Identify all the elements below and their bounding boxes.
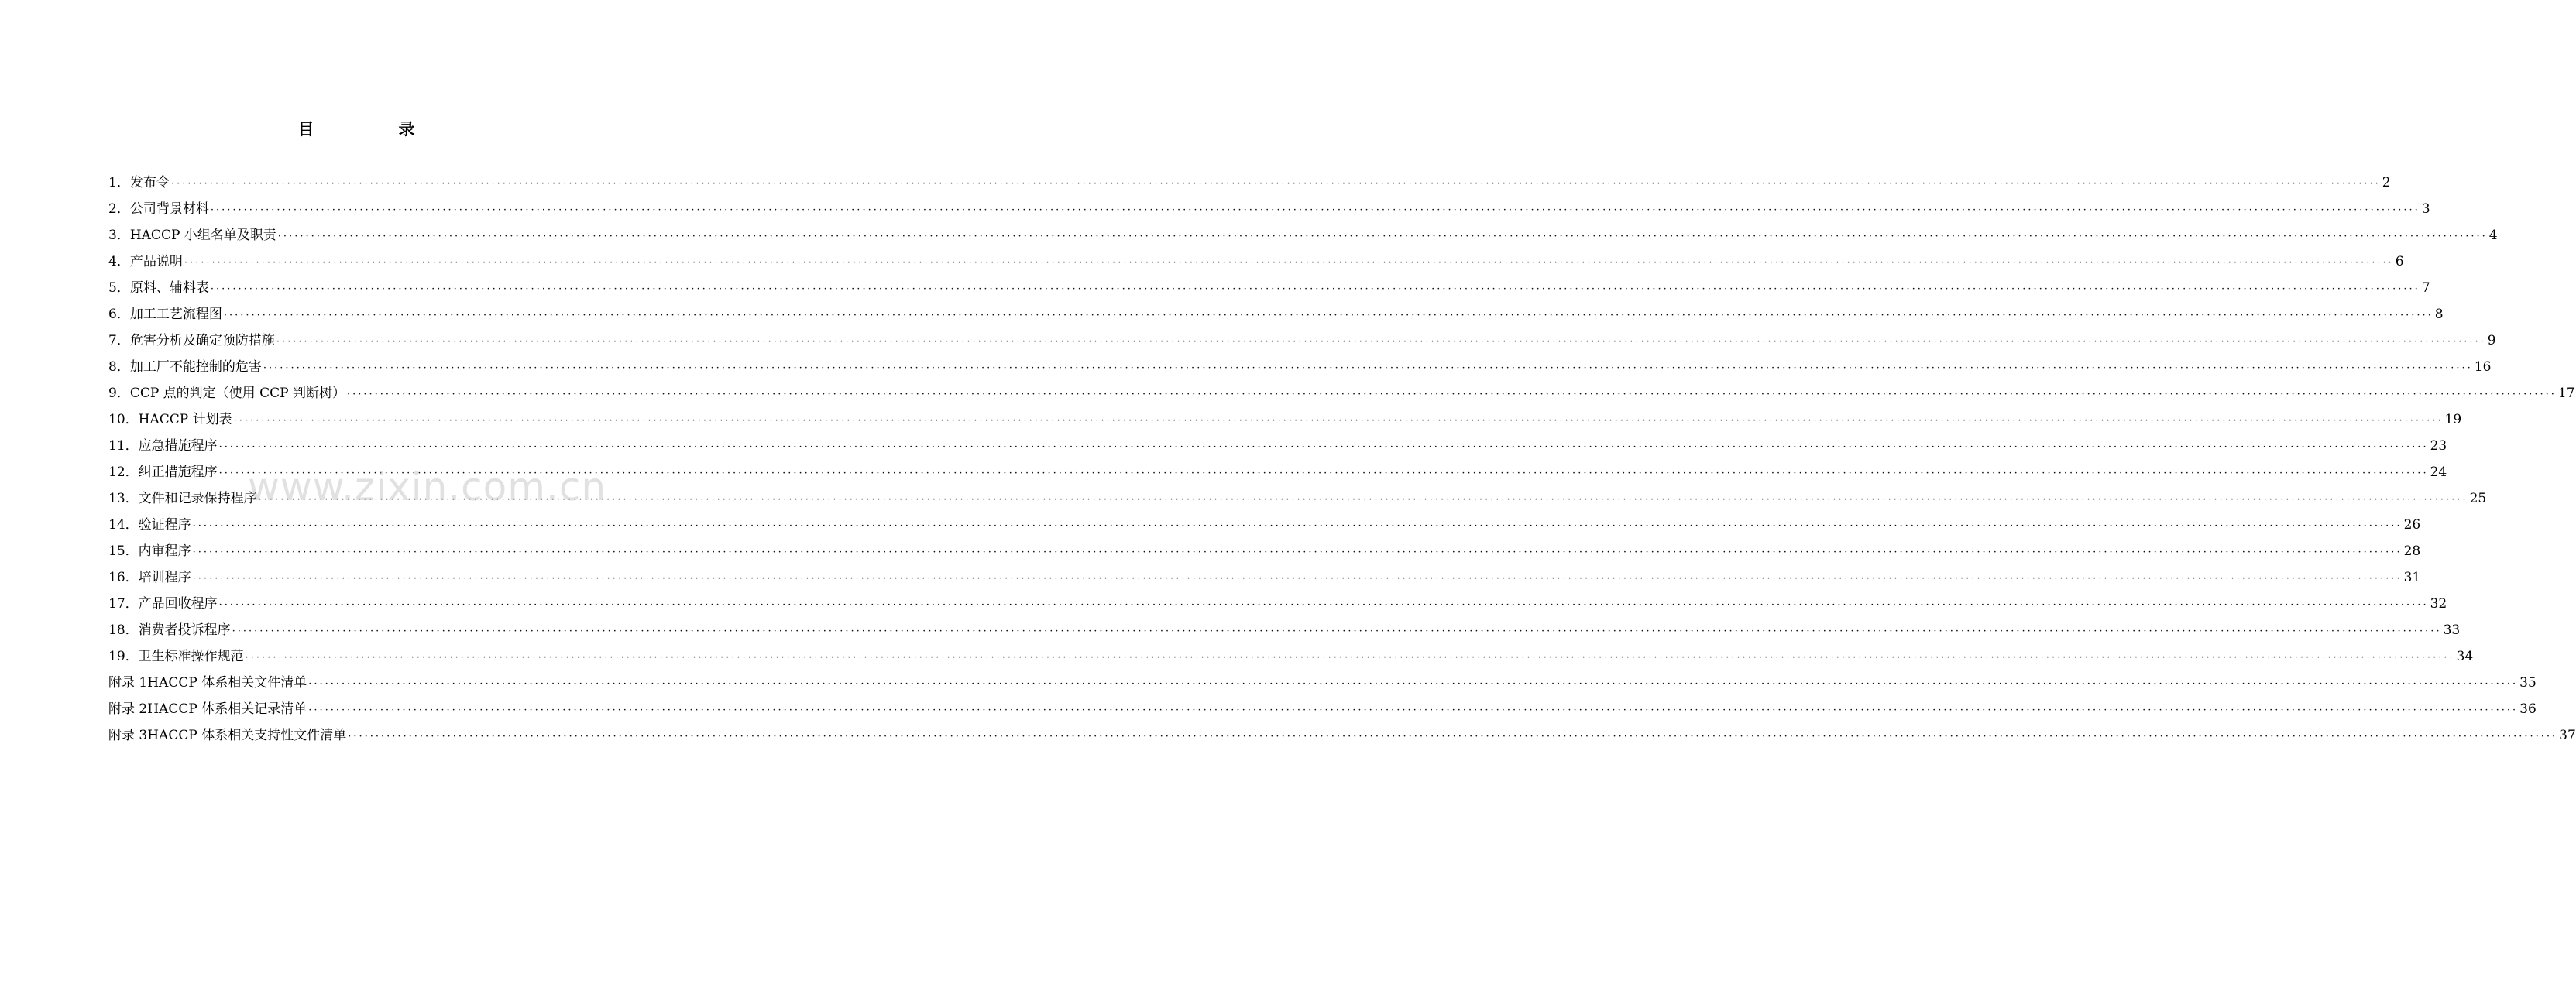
toc-entry-number: 10． [108,412,139,427]
dot-leader: ················································································································································································································································································································································································································ [346,389,2557,400]
toc-entry-title: HACCP 计划表 [138,412,232,427]
toc-entry-page: 2 [2382,175,2391,190]
dot-leader: ················································································································································································································································································································································································································ [348,731,2558,742]
toc-entry-title: 消费者投诉程序 [138,622,231,638]
toc-entry-page: 24 [2430,465,2447,480]
dot-leader: ················································································································································································································································································································································································································ [170,178,2381,190]
toc-entry-page: 28 [2403,543,2421,559]
toc-entry[interactable] [108,170,2391,196]
toc-entry-page: 32 [2430,596,2447,612]
toc-entry-page: 17 [2557,386,2575,401]
toc-entry-title: 应急措施程序 [138,438,218,454]
dot-leader: ················································································································································································································································································································································································································ [258,494,2468,506]
toc-entry-title: 文件和记录保持程序 [138,491,257,506]
dot-leader: ················································································································································································································································································································································································································ [210,283,2420,295]
toc-entry-page: 25 [2469,491,2487,506]
toc-entry-page: 9 [2487,333,2496,348]
toc-entry[interactable] [108,512,2421,538]
toc-entry-title: 纠正措施程序 [138,465,218,480]
toc-entry-page: 31 [2403,570,2421,585]
toc-entry-title: 卫生标准操作规范 [138,649,244,664]
toc-entry[interactable] [108,433,2447,459]
toc-entry-title: 危害分析及确定预防措施 [129,333,275,348]
toc-entry-number: 19． [108,649,139,664]
toc-entry[interactable] [108,670,2537,696]
toc-entry-number: 18． [108,622,139,638]
dot-leader: ················································································································································································································································································································································································································ [233,415,2444,427]
dot-leader: ················································································································································································································································································································································································································ [308,705,2519,716]
toc-entry-page: 36 [2519,701,2537,717]
dot-leader: ················································································································································································································································································································································································································ [192,547,2403,558]
toc-entry[interactable] [108,459,2447,485]
toc-entry-title: 内审程序 [138,543,191,559]
toc-entry-title: 原料、辅料表 [129,280,209,296]
toc-entry[interactable] [108,617,2461,643]
toc-entry[interactable] [108,249,2404,275]
toc-entry[interactable] [108,406,2462,433]
toc-entry-number: 14． [108,517,139,533]
toc-entry[interactable] [108,564,2421,591]
toc-entry[interactable] [108,538,2421,564]
toc-entry-number: 6． [108,307,130,322]
toc-entry-title: 加工厂不能控制的危害 [129,359,262,375]
toc-entry-number: 15． [108,543,139,559]
toc-entry-page: 3 [2421,201,2430,217]
toc-entry-number: 2． [108,201,130,217]
toc-entry-page: 19 [2444,412,2462,427]
toc-entry-number: 附录 2 [108,701,148,717]
toc-entry-title: HACCP 体系相关支持性文件清单 [147,728,347,743]
toc-entry-page: 7 [2421,280,2430,296]
dot-leader: ················································································································································································································································································································································································································ [276,336,2486,348]
toc-entry[interactable] [108,327,2496,354]
toc-entry[interactable] [108,591,2447,617]
toc-entry[interactable] [108,722,2576,749]
toc-entry-title: 产品回收程序 [138,596,218,612]
dot-leader: ················································································································································································································································································································································································································ [184,257,2394,269]
toc-entry-page: 33 [2443,622,2461,638]
toc-entry[interactable] [108,696,2537,722]
toc-entry-title: CCP 点的判定（使用 CCP 判断树） [129,386,345,401]
dot-leader: ················································································································································································································································································································································································································ [192,520,2403,532]
toc-entry-title: 验证程序 [138,517,191,533]
toc-entry-title: 公司背景材料 [129,201,209,217]
watermark: www.zixin.com.cn [248,465,607,509]
dot-leader: ················································································································································································································································································································································································································ [232,626,2442,637]
toc-entry[interactable] [108,485,2487,512]
toc-entry-number: 9． [108,386,130,401]
toc-entry-number: 3． [108,228,130,243]
toc-entry-number: 12． [108,465,139,480]
toc-entry-number: 7． [108,333,130,348]
toc-entry[interactable] [108,643,2474,670]
table-of-contents [108,170,2576,749]
toc-entry-number: 附录 1 [108,675,148,691]
toc-entry-number: 8． [108,359,130,375]
toc-entry-title: HACCP 体系相关文件清单 [147,675,307,691]
toc-entry[interactable] [108,354,2492,380]
toc-entry-page: 37 [2559,728,2576,743]
toc-entry-title: 培训程序 [138,570,191,585]
toc-entry-number: 17． [108,596,139,612]
toc-entry[interactable] [108,301,2444,327]
dot-leader: ················································································································································································································································································································································································································ [223,310,2433,321]
toc-entry-number: 4． [108,254,130,269]
toc-entry[interactable] [108,380,2575,406]
dot-leader: ················································································································································································································································································································································································································ [245,652,2455,663]
toc-entry-number: 1． [108,175,130,190]
toc-entry-page: 23 [2430,438,2447,454]
toc-entry-page: 35 [2519,675,2537,691]
toc-entry-page: 4 [2488,228,2498,243]
toc-entry-title: HACCP 体系相关记录清单 [147,701,307,717]
toc-entry-page: 8 [2434,307,2444,322]
toc-entry-number: 附录 3 [108,728,148,743]
toc-entry-number: 11． [108,438,139,454]
dot-leader: ················································································································································································································································································································································································································ [192,573,2403,585]
dot-leader: ················································································································································································································································································································································································································ [218,441,2429,453]
dot-leader: ················································································································································································································································································································································································································ [210,204,2420,216]
toc-entry-page: 6 [2395,254,2404,269]
toc-entry-number: 16． [108,570,139,585]
toc-entry-title: 加工工艺流程图 [129,307,222,322]
toc-entry-title: HACCP 小组名单及职责 [129,228,276,243]
toc-entry-title: 产品说明 [129,254,183,269]
toc-entry-number: 13． [108,491,139,506]
dot-leader: ················································································································································································································································································································································································································ [263,362,2473,374]
toc-entry[interactable] [108,196,2430,222]
dot-leader: ················································································································································································································································································································································································································ [308,678,2519,690]
toc-entry-page: 16 [2474,359,2492,375]
dot-leader: ················································································································································································································································································································································································································ [218,468,2429,479]
dot-leader: ················································································································································································································································································································································································································ [218,599,2429,611]
toc-entry[interactable] [108,222,2498,249]
toc-entry-page: 34 [2456,649,2474,664]
page-title: 目 录 [297,119,449,139]
toc-entry[interactable] [108,275,2430,301]
toc-entry-number: 5． [108,280,130,296]
toc-entry-page: 26 [2403,517,2421,533]
dot-leader: ················································································································································································································································································································································································································ [277,231,2488,242]
toc-entry-title: 发布令 [129,175,170,190]
